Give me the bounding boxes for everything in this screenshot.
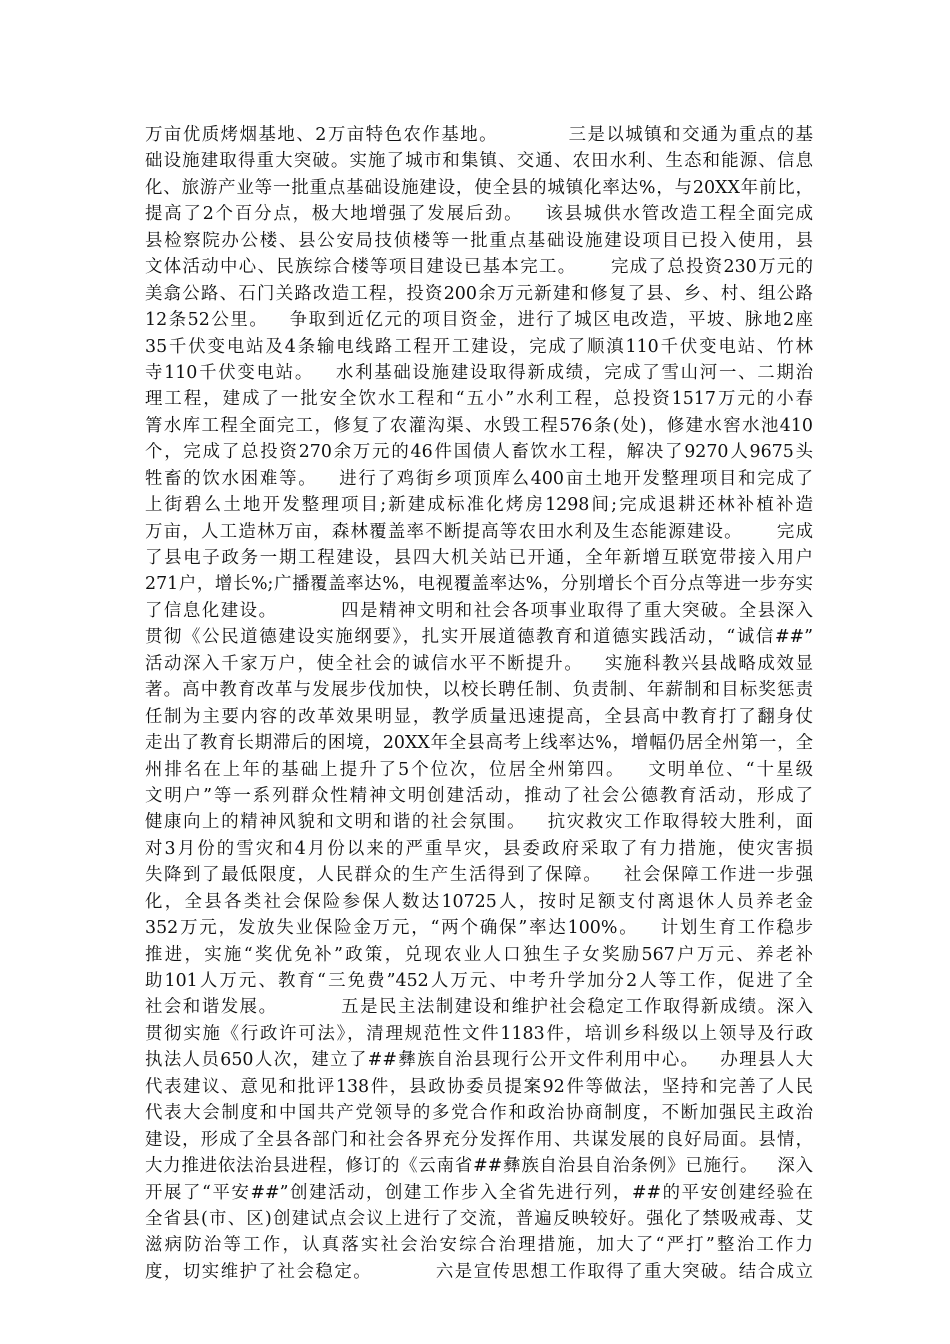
- text-line: 助101人万元、教育“三免费”452人万元、中考升学加分2人等工作，促进了全: [145, 971, 813, 991]
- text-line: 贯彻实施《行政许可法》，清理规范性文件1183件，培训乡科级以上领导及行政: [145, 1023, 813, 1044]
- text-line: 开展了“平安##”创建活动，创建工作步入全省先进行列，##的平安创建经验在: [145, 1182, 813, 1203]
- text-line: 州排名在上年的基础上提升了5个位次，位居全州第四。 文明单位、“十星级: [145, 759, 813, 780]
- text-line: 牲畜的饮水困难等。 进行了鸡街乡项顶库么400亩土地开发整理项目和完成了: [145, 468, 813, 489]
- text-line: 代表大会制度和中国共产党领导的多党合作和政治协商制度，不断加强民主政治: [145, 1103, 813, 1124]
- text-line: 了县电子政务一期工程建设，县四大机关站已开通，全年新增互联宽带接入用户: [145, 548, 813, 568]
- text-line: 础设施建取得重大突破。实施了城市和集镇、交通、农田水利、生态和能源、信息: [145, 151, 813, 172]
- text-line: 理工程，建成了一批安全饮水工程和“五小”水利工程，总投资1517万元的小春: [145, 389, 813, 410]
- text-line: 万亩，人工造林万亩，森林覆盖率不断提高等农田水利及生态能源建设。 完成: [145, 521, 813, 542]
- text-line: 文体活动中心、民族综合楼等项目建设已基本完工。 完成了总投资230万元的: [145, 257, 813, 278]
- text-line: 12条52公里。 争取到近亿元的项目资金，进行了城区电改造，平坡、脉地2座: [145, 310, 813, 331]
- text-line: 271户，增长%;广播覆盖率达%，电视覆盖率达%，分别增长个百分点等进一步夯实: [145, 574, 813, 595]
- text-line: 化、旅游产业等一批重点基础设施建设，使全县的城镇化率达%，与20XX年前比，: [145, 177, 813, 198]
- text-line: 美翕公路、石门关路改造工程，投资200余万元新建和修复了县、乡、村、组公路: [145, 283, 813, 304]
- text-line: 建设，形成了全县各部门和社会各界充分发挥作用、共谋发展的良好局面。县情，: [145, 1129, 813, 1150]
- text-line: 活动深入千家万户，使全社会的诚信水平不断提升。 实施科教兴县战略成效显: [145, 653, 813, 674]
- text-line: 推进，实施“奖优免补”政策，兑现农业人口独生子女奖励567户万元、养老补: [145, 944, 813, 965]
- text-line: 352万元，发放失业保险金万元，“两个确保”率达100%。 计划生育工作稳步: [145, 918, 813, 939]
- text-line: [145, 1285, 813, 1311]
- text-line: 代表建议、意见和批评138件，县政协委员提案92件等做法，坚持和完善了人民: [145, 1076, 813, 1097]
- text-line: 县检察院办公楼、县公安局技侦楼等一批重点基础设施建设项目已投入使用，县: [145, 230, 813, 251]
- text-line: 走出了教育长期滞后的困境，20XX年全县高考上线率达%，增幅仍居全州第一，全: [145, 733, 813, 754]
- text-line: 上街碧么土地开发整理项目;新建成标准化烤房1298间;完成退耕还林补植补造: [145, 495, 813, 516]
- text-line: 万亩优质烤烟基地、2万亩特色农作基地。 三是以城镇和交通为重点的基: [145, 125, 813, 145]
- text-line: 个，完成了总投资270余万元的46件国债人畜饮水工程，解决了9270人9675头: [145, 442, 813, 463]
- text-line: 大力推进依法治县进程，修订的《云南省##彝族自治县自治条例》已施行。 深入: [145, 1156, 813, 1177]
- text-line: 健康向上的精神风貌和文明和谐的社会氛围。 抗灾救灾工作取得较大胜利，面: [145, 812, 813, 833]
- text-line: 任制为主要内容的改革效果明显，教学质量迅速提高，全县高中教育打了翻身仗: [145, 706, 813, 727]
- text-line: 执法人员650人次，建立了##彝族自治县现行公开文件利用中心。 办理县人大: [145, 1050, 813, 1071]
- text-line: 文明户”等一系列群众性精神文明创建活动，推动了社会公德教育活动，形成了: [145, 785, 813, 806]
- text-line: 滋病防治等工作，认真落实社会治安综合治理措施，加大了“严打”整治工作力: [145, 1235, 813, 1256]
- body-text: [145, 122, 813, 1312]
- text-line: 著。高中教育改革与发展步伐加快，以校长聘任制、负责制、年薪制和目标奖惩责: [145, 680, 813, 701]
- text-line: 提高了2个百分点，极大地增强了发展后劲。 该县城供水管改造工程全面完成: [145, 204, 813, 225]
- text-line: 箐水库工程全面完工，修复了农灌沟渠、水毁工程576条(处)，修建水窖水池410: [145, 415, 813, 436]
- text-line: 35千伏变电站及4条输电线路工程开工建设，完成了顺滇110千伏变电站、竹林: [145, 336, 813, 357]
- text-line: 对3月份的雪灾和4月份以来的严重旱灾，县委政府采取了有力措施，使灾害损: [145, 838, 813, 859]
- text-line: 度，切实维护了社会稳定。 六是宣传思想工作取得了重大突破。结合成立: [145, 1261, 813, 1282]
- text-line: 社会和谐发展。 五是民主法制建设和维护社会稳定工作取得新成绩。深入: [145, 997, 813, 1018]
- text-line: 化，全县各类社会保险参保人数达10725人，按时足额支付离退休人员养老金: [145, 891, 813, 912]
- text-line: 失降到了最低限度，人民群众的生产生活得到了保障。 社会保障工作进一步强: [145, 865, 813, 886]
- text-line: 全省县(市、区)创建试点会议上进行了交流，普遍反映较好。强化了禁吸戒毒、艾: [145, 1208, 813, 1229]
- text-line: 贯彻《公民道德建设实施纲要》，扎实开展道德教育和道德实践活动，“诚信##”: [145, 627, 813, 648]
- text-line: 寺110千伏变电站。 水利基础设施建设取得新成绩，完成了雪山河一、二期治: [145, 362, 813, 383]
- text-line: 了信息化建设。 四是精神文明和社会各项事业取得了重大突破。全县深入: [145, 600, 813, 621]
